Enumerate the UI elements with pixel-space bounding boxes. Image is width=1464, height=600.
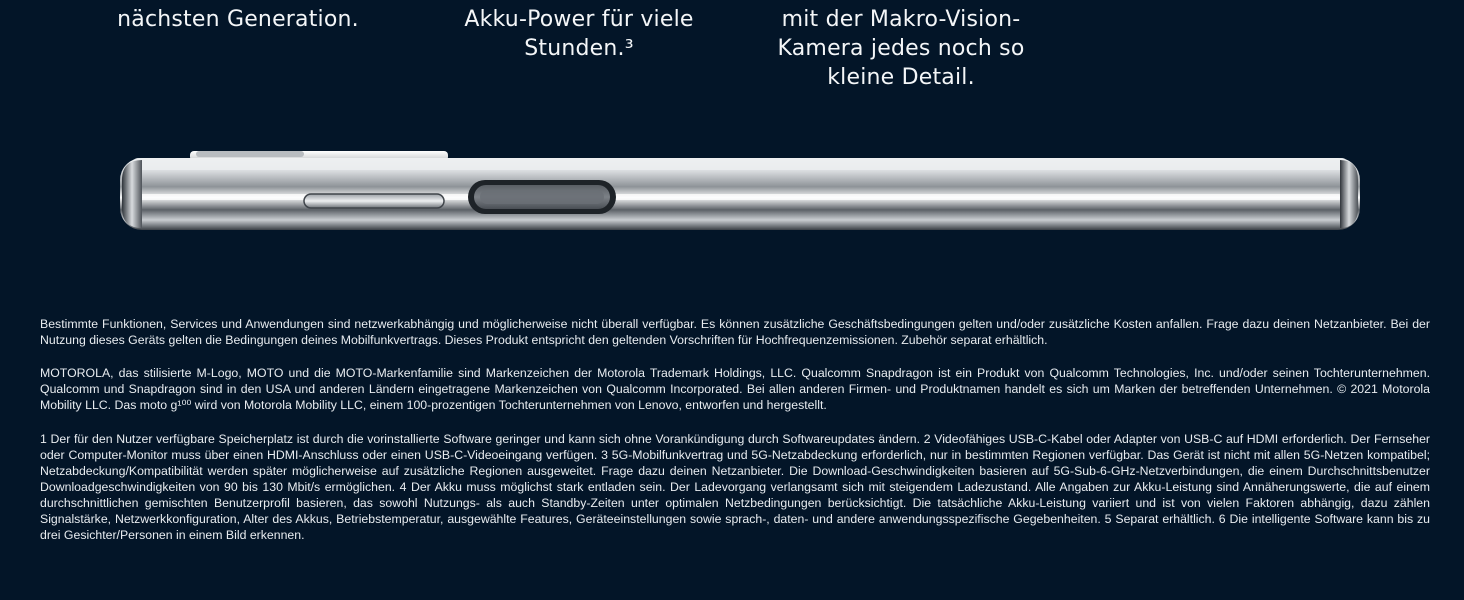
legal-disclaimer-network: Bestimmte Funktionen, Services und Anwendungen sind netzwerkabhängig und möglicherweise nicht überall verfügbar. Es können zusätzliche Geschäftsbedingungen gelten und/oder zusätzliche Kosten anfallen. Frage dazu deinen Netzanbieter. Bei der Nutzung dieses Geräts gelten die Bedingungen deines Mobilfunkvertrags. Dieses Produkt entspricht den geltenden Vorschriften für Hochfrequenzemissionen. Zubehör separat erhältlich. xyxy=(40,317,1430,347)
feature-text-generation xyxy=(88,5,388,34)
feature-text-battery xyxy=(429,5,729,63)
right-end-cap xyxy=(1340,160,1358,228)
legal-footnotes: 1 Der für den Nutzer verfügbare Speicherplatz ist durch die vorinstallierte Software geringer und kann sich ohne Vorankündigung durch Softwareupdates ändern. 2 Videofähiges USB-C-Kabel oder Adapter von USB-C auf HDMI erforderlich. Der Fernseher oder Computer-Monitor muss über einen HDMI-Anschluss oder einen USB-C-Videoeingang verfügen. 3 5G-Mobilfunkvertrag und 5G-Netzabdeckung erforderlich, nur in bestimmten Regionen verfügbar. Das Gerät ist nicht mit allen 5G-Netzen kompatibel; Netzabdeckung/Kompatibilität werden später möglicherweise auf zusätzliche Regionen ausgeweitet. Frage dazu deinen Netzanbieter. Die Download-Geschwindigkeiten basieren auf 5G-Sub-6-GHz-Netzverbindungen, die einem Durchschnittsbenutzer Downloadgeschwindigkeiten von 90 bis 130 Mbit/s ermöglichen. 4 Der Akku muss möglichst stark entladen sein. Der Ladevorgang verlangsamt sich mit steigendem Ladezustand. Alle Angaben zur Akku-Leistung sind Annäherungswerte, die auf einem durchschnittlichen gemischten Benutzerprofil basieren, das sowohl Nutzungs- als auch Standby-Zeiten unter optimalen Netzbedingungen berücksichtigt. Die tatsächliche Akku-Leistung variiert und ist von vielen Faktoren abhängig, dazu zählen Signalstärke, Netzwerkkonfiguration, Alter des Akkus, Betriebstemperatur, ausgewählte Features, Geräteeinstellungen sowie sprach-, daten- und andere anwendungsspezifische Gegebenheiten. 5 Separat erhältlich. 6 Die intelligente Software kann bis zu drei Gesichter/Personen in einem Bild erkennen. xyxy=(40,432,1430,542)
feature-text-macro-camera xyxy=(751,5,1051,92)
legal-trademark-notice: MOTOROLA, das stilisierte M-Logo, MOTO und die MOTO-Markenfamilie sind Markenzeichen der Motorola Trademark Holdings, LLC. Qualcomm Snapdragon ist ein Produkt von Qualcomm Technologies, Inc. und/oder seinen Tochterunternehmen. Qualcomm und Snapdragon sind in den USA und anderen Ländern eingetragene Markenzeichen von Qualcomm Incorporated. Bei allen anderen Firmen- und Produktnamen handelt es sich um Marken der betreffenden Unternehmen. © 2021 Motorola Mobility LLC. Das moto g¹⁰⁰ wird von Motorola Mobility LLC, einem 100-prozentigen Tochterunternehmen von Lenovo, entworfen und hergestellt. xyxy=(40,366,1430,412)
phone-side-image xyxy=(118,150,1364,232)
feature-line: Stunden.³ xyxy=(524,36,634,61)
volume-button xyxy=(304,194,444,208)
feature-line: Kamera jedes noch so xyxy=(777,36,1025,61)
feature-line: kleine Detail. xyxy=(827,65,975,90)
feature-line: nächsten Generation. xyxy=(117,7,359,32)
feature-line: mit der Makro-Vision- xyxy=(781,7,1021,32)
feature-line: Akku-Power für viele xyxy=(464,7,694,32)
left-end-cap xyxy=(122,160,142,228)
